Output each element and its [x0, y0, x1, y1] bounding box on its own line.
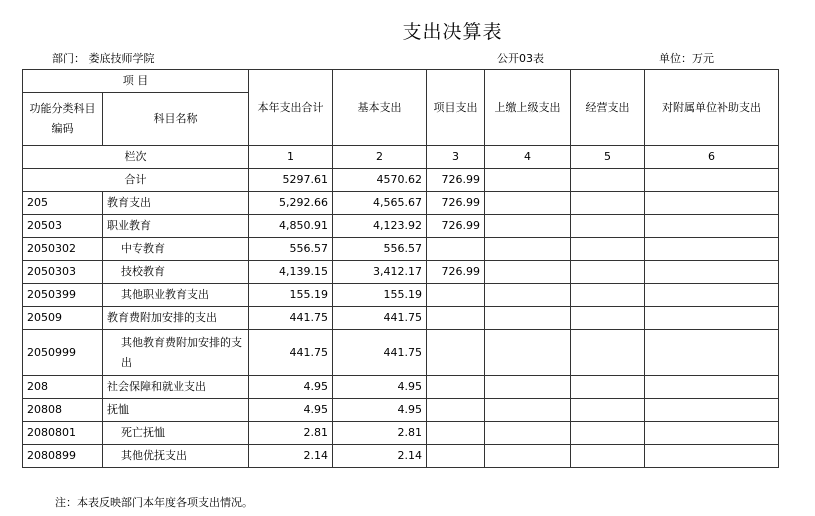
row-code: 205 [23, 192, 103, 215]
row-subsidy [645, 192, 779, 215]
column-number: 1 [249, 146, 333, 169]
row-subsidy [645, 307, 779, 330]
column-number: 6 [645, 146, 779, 169]
row-name: 教育费附加安排的支出 [103, 307, 249, 330]
header-row-top [23, 70, 779, 93]
department-label: 部门： 娄底技师学院 [52, 52, 155, 65]
row-code: 2050302 [23, 238, 103, 261]
row-code: 20509 [23, 307, 103, 330]
row-subsidy [645, 238, 779, 261]
row-code: 2080801 [23, 422, 103, 445]
row-total: 4.95 [249, 376, 333, 399]
row-operating [571, 330, 645, 376]
row-upper [485, 307, 571, 330]
column-number-row [23, 146, 779, 169]
row-total: 5,292.66 [249, 192, 333, 215]
table-row [23, 261, 779, 284]
row-code: 2050303 [23, 261, 103, 284]
row-name: 抚恤 [103, 399, 249, 422]
header-project: 项 目 [23, 70, 249, 93]
total-operating [571, 169, 645, 192]
row-total: 441.75 [249, 307, 333, 330]
page-title: 支出决算表 [402, 21, 503, 43]
header-total: 本年支出合计 [249, 70, 333, 146]
row-subsidy [645, 330, 779, 376]
row-total: 2.81 [249, 422, 333, 445]
column-number: 4 [485, 146, 571, 169]
row-upper [485, 422, 571, 445]
total-amount: 5297.61 [249, 169, 333, 192]
row-basic: 4.95 [333, 399, 427, 422]
row-name: 职业教育 [103, 215, 249, 238]
total-upper [485, 169, 571, 192]
row-total: 556.57 [249, 238, 333, 261]
header-subsidy: 对附属单位补助支出 [645, 70, 779, 146]
header-project-expense: 项目支出 [427, 70, 485, 146]
row-project [427, 307, 485, 330]
row-basic: 4,123.92 [333, 215, 427, 238]
header-basic: 基本支出 [333, 70, 427, 146]
row-project [427, 376, 485, 399]
row-operating [571, 399, 645, 422]
column-number: 3 [427, 146, 485, 169]
row-name: 社会保障和就业支出 [103, 376, 249, 399]
row-code: 2050999 [23, 330, 103, 376]
table-row [23, 445, 779, 468]
row-name: 教育支出 [103, 192, 249, 215]
row-name: 其他教育费附加安排的支出 [103, 330, 249, 376]
unit-label: 单位：万元 [659, 52, 714, 65]
row-operating [571, 192, 645, 215]
row-code: 208 [23, 376, 103, 399]
row-operating [571, 284, 645, 307]
row-basic: 441.75 [333, 330, 427, 376]
row-total: 155.19 [249, 284, 333, 307]
row-project [427, 399, 485, 422]
row-basic: 556.57 [333, 238, 427, 261]
row-name: 技校教育 [103, 261, 249, 284]
table-row [23, 192, 779, 215]
row-upper [485, 399, 571, 422]
row-total: 4.95 [249, 399, 333, 422]
total-row [23, 169, 779, 192]
footnote: 注：本表反映部门本年度各项支出情况。 [55, 496, 253, 509]
row-upper [485, 445, 571, 468]
row-operating [571, 307, 645, 330]
row-subsidy [645, 376, 779, 399]
column-number-label: 栏次 [23, 146, 249, 169]
row-total: 441.75 [249, 330, 333, 376]
header-operating: 经营支出 [571, 70, 645, 146]
total-project: 726.99 [427, 169, 485, 192]
row-subsidy [645, 445, 779, 468]
table-row [23, 238, 779, 261]
row-name: 其他职业教育支出 [103, 284, 249, 307]
row-subsidy [645, 284, 779, 307]
row-operating [571, 238, 645, 261]
row-subsidy [645, 422, 779, 445]
table-row [23, 284, 779, 307]
row-name: 其他优抚支出 [103, 445, 249, 468]
row-project [427, 284, 485, 307]
row-code: 2050399 [23, 284, 103, 307]
row-project: 726.99 [427, 215, 485, 238]
row-subsidy [645, 215, 779, 238]
row-operating [571, 422, 645, 445]
row-basic: 2.81 [333, 422, 427, 445]
row-project [427, 445, 485, 468]
row-total: 4,139.15 [249, 261, 333, 284]
row-upper [485, 238, 571, 261]
row-operating [571, 445, 645, 468]
row-project [427, 330, 485, 376]
row-basic: 441.75 [333, 307, 427, 330]
row-code: 20503 [23, 215, 103, 238]
table-row [23, 422, 779, 445]
row-subsidy [645, 261, 779, 284]
form-number: 公开03表 [497, 52, 544, 65]
expenditure-table [22, 69, 779, 468]
row-project: 726.99 [427, 261, 485, 284]
table-row [23, 215, 779, 238]
row-basic: 4.95 [333, 376, 427, 399]
row-operating [571, 261, 645, 284]
total-basic: 4570.62 [333, 169, 427, 192]
row-upper [485, 376, 571, 399]
table-row [23, 307, 779, 330]
row-upper [485, 215, 571, 238]
row-upper [485, 284, 571, 307]
row-project: 726.99 [427, 192, 485, 215]
column-number: 5 [571, 146, 645, 169]
header-upper: 上缴上级支出 [485, 70, 571, 146]
row-name: 死亡抚恤 [103, 422, 249, 445]
row-code: 20808 [23, 399, 103, 422]
row-name: 中专教育 [103, 238, 249, 261]
row-code: 2080899 [23, 445, 103, 468]
row-basic: 2.14 [333, 445, 427, 468]
row-upper [485, 192, 571, 215]
total-label: 合计 [23, 169, 249, 192]
row-operating [571, 376, 645, 399]
row-project [427, 422, 485, 445]
table-row [23, 330, 779, 376]
row-basic: 3,412.17 [333, 261, 427, 284]
row-total: 4,850.91 [249, 215, 333, 238]
row-operating [571, 215, 645, 238]
row-upper [485, 330, 571, 376]
header-name: 科目名称 [103, 93, 249, 146]
row-total: 2.14 [249, 445, 333, 468]
column-number: 2 [333, 146, 427, 169]
header-code: 功能分类科目编码 [23, 93, 103, 146]
row-basic: 4,565.67 [333, 192, 427, 215]
table-row [23, 376, 779, 399]
row-upper [485, 261, 571, 284]
row-project [427, 238, 485, 261]
row-subsidy [645, 399, 779, 422]
row-basic: 155.19 [333, 284, 427, 307]
table-row [23, 399, 779, 422]
total-subsidy [645, 169, 779, 192]
